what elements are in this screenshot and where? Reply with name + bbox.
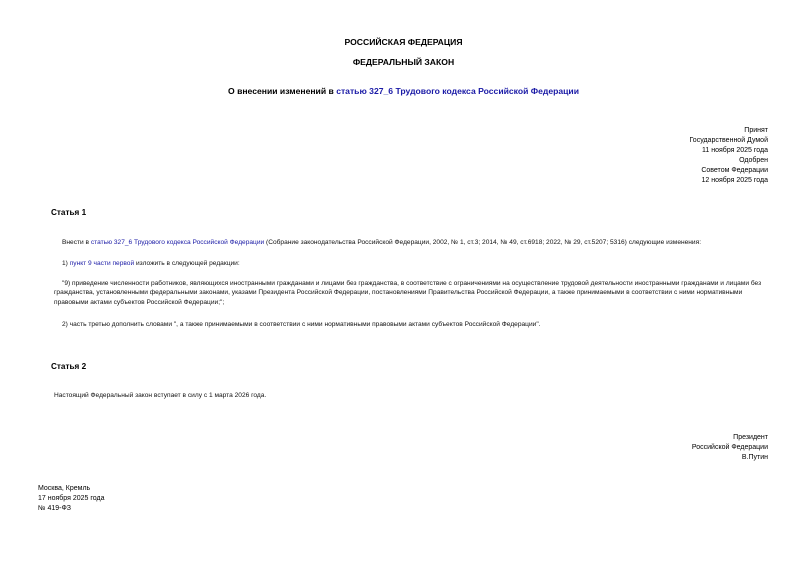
law-title — [0, 86, 807, 96]
adopted-by: Государственной Думой — [689, 137, 768, 144]
intro-suffix: (Собрание законодательства Российской Федерации, 2002, № 1, ст.3; 2014, № 49, ст.6918; 2022, № 29, ст.5207; 5316) следующие изменения: — [264, 239, 702, 246]
adopted-label: Принят — [744, 127, 768, 134]
article-1-item-1 — [62, 259, 240, 268]
footer-number: № 419-ФЗ — [38, 505, 72, 512]
intro-prefix: Внести в — [62, 239, 91, 246]
footer-block — [38, 484, 104, 514]
article-2-heading: Статья 2 — [51, 362, 87, 371]
signature-country: Российской Федерации — [691, 444, 768, 451]
intro-link[interactable]: статью 327_6 Трудового кодекса Российской Федерации — [90, 239, 265, 246]
approved-by: Советом Федерации — [701, 167, 768, 174]
article-1-intro — [62, 238, 782, 247]
footer-place: Москва, Кремль — [38, 485, 91, 492]
law-title-prefix: О внесении изменений в — [228, 86, 337, 96]
country-heading: РОССИЙСКАЯ ФЕДЕРАЦИЯ — [344, 37, 463, 47]
article-1-heading: Статья 1 — [51, 208, 87, 217]
article-1-item-2: 2) часть третью дополнить словами ", а также принимаемыми в соответствии с ними нормативными правовыми актами субъектов Российской Федерации". — [62, 321, 541, 328]
signature-name: В.Путин — [741, 454, 768, 461]
item1-prefix: 1) — [62, 260, 70, 267]
item1-link[interactable]: пункт 9 части первой — [69, 260, 135, 267]
doc-type-heading: ФЕДЕРАЛЬНЫЙ ЗАКОН — [352, 57, 455, 67]
adoption-info — [689, 126, 768, 186]
adopted-date: 11 ноября 2025 года — [702, 147, 768, 154]
signature-title: Президент — [733, 434, 768, 441]
article-2-text: Настоящий Федеральный закон вступает в силу с 1 марта 2026 года. — [54, 392, 267, 399]
signature-block — [692, 433, 768, 463]
item1-suffix: изложить в следующей редакции: — [134, 260, 240, 267]
law-title-link[interactable]: статью 327_6 Трудового кодекса Российской Федерации — [336, 86, 579, 96]
article-1-quote: "9) приведение численности работников, являющихся иностранными гражданами и лицами без гражданства, в соответствие с ограничениями на осуществление трудовой деятельности иностранными гражданами и лицами без гражданства, установленными федеральными законами, указами Президента Российской Федерации, постановлениями Правительства Российской Федерации, а также принимаемыми в соответствии с ними нормативными правовыми актами субъектов Российской Федерации;"; — [54, 280, 762, 306]
approved-date: 12 ноября 2025 года — [701, 177, 768, 184]
footer-date: 17 ноября 2025 года — [38, 495, 105, 502]
approved-label: Одобрен — [739, 157, 768, 164]
